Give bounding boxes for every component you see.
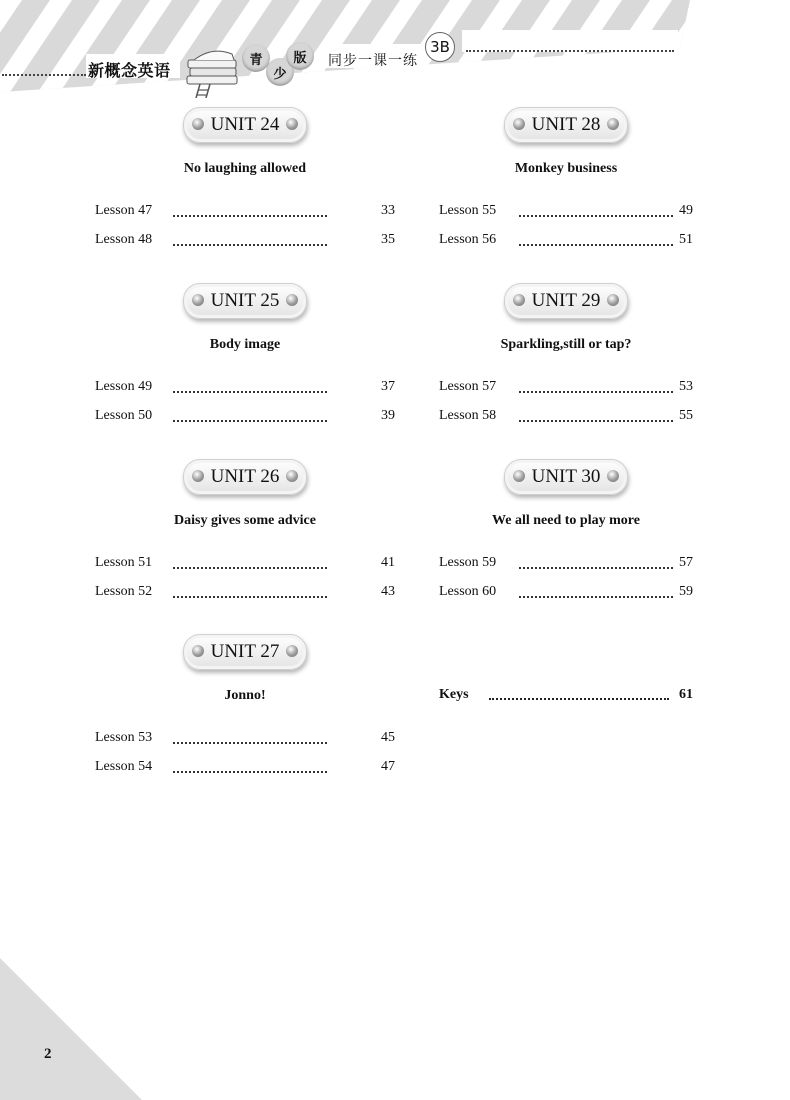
toc-row-keys[interactable] — [439, 684, 693, 706]
lesson-name: Lesson 53 — [95, 730, 153, 745]
toc-row[interactable] — [439, 225, 693, 254]
lesson-list — [95, 196, 395, 254]
toc-row[interactable] — [95, 752, 395, 781]
lesson-name: Lesson 47 — [95, 203, 153, 218]
leader-dots — [519, 385, 673, 393]
toc-row[interactable] — [95, 548, 395, 577]
page-ref: 45 — [381, 730, 395, 745]
toc-row[interactable] — [95, 372, 395, 401]
unit-block — [95, 634, 395, 781]
unit-title: Monkey business — [514, 161, 618, 176]
leader-dots — [173, 385, 327, 393]
leader-dots — [173, 238, 327, 246]
brand-title: 新概念英语 — [88, 61, 171, 80]
header-dotted-rule-right — [466, 42, 674, 52]
corner-decoration — [0, 958, 150, 1100]
page-ref: 35 — [381, 232, 395, 247]
unit-label: UNIT 29 — [531, 290, 601, 311]
page-ref: 47 — [381, 759, 395, 774]
pill-bullet-icon — [286, 294, 298, 306]
pill-bullet-icon — [286, 470, 298, 482]
series-badge-2: 少 — [266, 58, 294, 86]
pill-bullet-icon — [192, 470, 204, 482]
lesson-name: Lesson 55 — [439, 203, 497, 218]
unit-label: UNIT 30 — [531, 466, 601, 487]
page-ref: 59 — [679, 584, 693, 599]
keys-label: Keys — [439, 687, 469, 702]
toc-row[interactable] — [439, 196, 693, 225]
lesson-name: Lesson 60 — [439, 584, 497, 599]
unit-label-pill — [183, 283, 307, 319]
unit-title: No laughing allowed — [183, 161, 307, 176]
lesson-name: Lesson 48 — [95, 232, 153, 247]
leader-dots — [519, 414, 673, 422]
lesson-list — [439, 372, 693, 430]
unit-label: UNIT 27 — [210, 641, 280, 662]
series-badge-3: 版 — [286, 42, 314, 70]
unit-block — [95, 107, 395, 254]
leader-dots — [173, 736, 327, 744]
unit-label-pill — [504, 283, 628, 319]
header-subtitle: 同步一课一练 — [328, 53, 418, 69]
page-ref: 33 — [381, 203, 395, 218]
series-badge-1: 青 — [242, 44, 270, 72]
pill-bullet-icon — [513, 118, 525, 130]
unit-title: Daisy gives some advice — [174, 513, 316, 528]
page-ref: 43 — [381, 584, 395, 599]
lesson-list — [95, 372, 395, 430]
unit-block — [439, 107, 693, 254]
unit-title: We all need to play more — [492, 513, 640, 528]
leader-dots — [519, 561, 673, 569]
unit-label-pill — [183, 107, 307, 143]
pill-bullet-icon — [286, 645, 298, 657]
pill-bullet-icon — [513, 294, 525, 306]
unit-label-pill — [183, 459, 307, 495]
pill-bullet-icon — [192, 118, 204, 130]
toc-row[interactable] — [439, 372, 693, 401]
toc-row[interactable] — [95, 401, 395, 430]
book-stack-icon — [184, 40, 248, 98]
pill-bullet-icon — [607, 294, 619, 306]
leader-dots — [519, 209, 673, 217]
page-ref: 53 — [679, 379, 693, 394]
lesson-name: Lesson 50 — [95, 408, 153, 423]
leader-dots — [173, 209, 327, 217]
toc-row[interactable] — [95, 577, 395, 606]
pill-bullet-icon — [607, 118, 619, 130]
lesson-list — [439, 548, 693, 606]
toc-row[interactable] — [439, 577, 693, 606]
leader-dots — [519, 238, 673, 246]
leader-dots — [173, 561, 327, 569]
unit-label-pill — [504, 459, 628, 495]
unit-label: UNIT 26 — [210, 466, 280, 487]
pill-bullet-icon — [192, 294, 204, 306]
unit-title: Sparkling,still or tap? — [500, 337, 632, 352]
unit-block — [439, 459, 693, 606]
page-ref: 57 — [679, 555, 693, 570]
lesson-name: Lesson 57 — [439, 379, 497, 394]
toc-row[interactable] — [95, 723, 395, 752]
pill-bullet-icon — [607, 470, 619, 482]
unit-label-pill — [504, 107, 628, 143]
page-ref: 49 — [679, 203, 693, 218]
unit-block — [439, 283, 693, 430]
page-ref: 41 — [381, 555, 395, 570]
page-number: 2 — [44, 1046, 52, 1062]
unit-block — [95, 459, 395, 606]
lesson-list — [439, 196, 693, 254]
unit-label: UNIT 24 — [210, 114, 280, 135]
page-ref: 37 — [381, 379, 395, 394]
toc-row[interactable] — [95, 225, 395, 254]
unit-label: UNIT 28 — [531, 114, 601, 135]
leader-dots — [173, 590, 327, 598]
page-ref: 55 — [679, 408, 693, 423]
leader-dots — [173, 414, 327, 422]
unit-label-pill — [183, 634, 307, 670]
pill-bullet-icon — [286, 118, 298, 130]
lesson-list — [95, 723, 395, 781]
unit-label: UNIT 25 — [210, 290, 280, 311]
edition-badge: 3B — [425, 32, 455, 62]
toc-row[interactable] — [439, 548, 693, 577]
unit-block — [95, 283, 395, 430]
leader-dots — [489, 692, 669, 700]
unit-title: Body image — [209, 337, 281, 352]
toc-row[interactable] — [439, 401, 693, 430]
unit-title: Jonno! — [224, 688, 266, 703]
lesson-name: Lesson 49 — [95, 379, 153, 394]
lesson-name: Lesson 58 — [439, 408, 497, 423]
lesson-name: Lesson 54 — [95, 759, 153, 774]
lesson-name: Lesson 59 — [439, 555, 497, 570]
pill-bullet-icon — [513, 470, 525, 482]
lesson-name: Lesson 51 — [95, 555, 153, 570]
lesson-name: Lesson 52 — [95, 584, 153, 599]
toc-row[interactable] — [95, 196, 395, 225]
page-ref: 39 — [381, 408, 395, 423]
page-ref: 51 — [679, 232, 693, 247]
lesson-name: Lesson 56 — [439, 232, 497, 247]
lesson-list — [95, 548, 395, 606]
pill-bullet-icon — [192, 645, 204, 657]
page-ref: 61 — [679, 687, 693, 702]
leader-dots — [519, 590, 673, 598]
header-dotted-rule-left — [2, 64, 86, 76]
leader-dots — [173, 765, 327, 773]
